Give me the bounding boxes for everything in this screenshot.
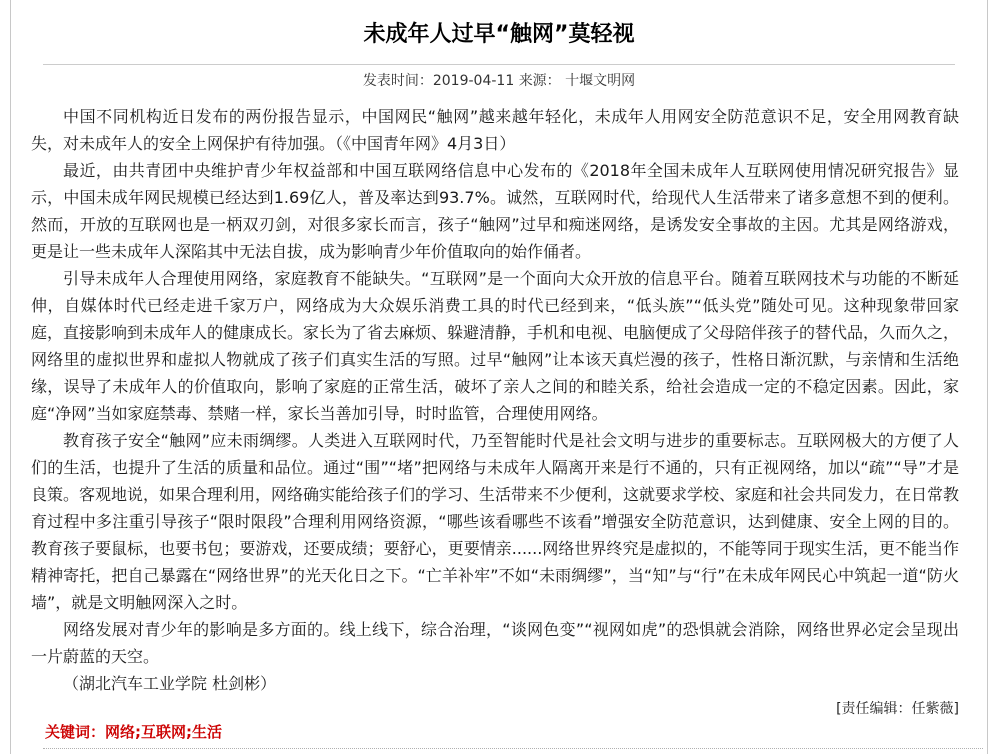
paragraph: 中国不同机构近日发布的两份报告显示，中国网民“触网”越来越年轻化，未成年人用网安全防范意识不足，安全用网教育缺失，对未成年人的安全上网保护有待加强。（《中国青年网》4月3日）: [31, 107, 959, 153]
bottom-dotted-divider: [43, 748, 983, 749]
publish-time-value: 2019-04-11: [432, 73, 515, 89]
paragraph: 最近，由共青团中央维护青少年权益部和中国互联网络信息中心发布的《2018年全国未成年人互联网使用情况研究报告》显示，中国未成年网民规模已经达到1.69亿人，普及率达到93.7%。诚然，互联网时代，给现代人生活带来了诸多意想不到的便利。然而，开放的互联网也是一柄双刃剑，对很多家长而言，孩子“触网”过早和痴迷网络，是诱发安全事故的主因。尤其是网络游戏，更是让一些未成年人深陷其中无法自拔，成为影响青少年价值取向的始作俑者。: [31, 161, 959, 261]
author-attribution: （湖北汽车工业学院 杜剑彬）: [63, 674, 277, 693]
article-page: [10, 0, 988, 754]
keywords-row: [11, 719, 987, 742]
article-body: [11, 100, 987, 697]
paragraph: 网络发展对青少年的影响是多方面的。线上线下，综合治理，“谈网色变”“视网如虎”的恐惧就会消除，网络世界必定会呈现出一片蔚蓝的天空。: [31, 620, 959, 666]
publish-time-label: 发表时间：: [362, 73, 433, 89]
paragraph: 引导未成年人合理使用网络，家庭教育不能缺失。“互联网”是一个面向大众开放的信息平台。随着互联网技术与功能的不断延伸，自媒体时代已经走进千家万户，网络成为大众娱乐消费工具的时代已经到来，“低头族”“低头党”随处可见。这种现象带回家庭，直接影响到未成年人的健康成长。家长为了省去麻烦、躲避清静，手机和电视、电脑便成了父母陪伴孩子的替代品，久而久之，网络里的虚拟世界和虚拟人物就成了孩子们真实生活的写照。过早“触网”让本该天真烂漫的孩子，性格日渐沉默，与亲情和生活绝缘，误导了未成年人的价值取向，影响了家庭的正常生活，破坏了亲人之间的和睦关系，给社会造成一定的不稳定因素。因此，家庭“净网”当如家庭禁毒、禁赌一样，家长当善加引导，时时监管，合理使用网络。: [31, 269, 960, 423]
editor-credit: [责任编辑：任紫薇]: [836, 701, 959, 717]
article-meta: [11, 65, 987, 100]
editor-row: [11, 697, 987, 719]
source-name: 十堰文明网: [565, 73, 636, 89]
paragraph: 教育孩子安全“触网”应未雨绸缪。人类进入互联网时代，乃至智能时代是社会文明与进步的重要标志。互联网极大的方便了人们的生活，也提升了生活的质量和品位。通过“围”“堵”把网络与未成年人隔离开来是行不通的，只有正视网络，加以“疏”“导”才是良策。客观地说，如果合理利用，网络确实能给孩子们的学习、生活带来不少便利，这就要求学校、家庭和社会共同发力，在日常教育过程中多注重引导孩子“限时限段”合理利用网络资源，“哪些该看哪些不该看”增强安全防范意识，达到健康、安全上网的目的。教育孩子要鼠标，也要书包；要游戏，还要成绩；要舒心，更要情亲......网络世界终究是虚拟的，不能等同于现实生活，更不能当作精神寄托，把自己暴露在“网络世界”的光天化日之下。“亡羊补牢”不如“未雨绸缪”，当“知”与“行”在未成年网民心中筑起一道“防火墙”，就是文明触网深入之时。: [31, 431, 960, 612]
keywords-label: 关键词：: [45, 723, 106, 741]
source-label: 来源：: [518, 73, 561, 89]
page-title: 未成年人过早“触网”莫轻视: [363, 22, 635, 47]
keyword-links[interactable]: 网络;互联网;生活: [105, 723, 223, 741]
